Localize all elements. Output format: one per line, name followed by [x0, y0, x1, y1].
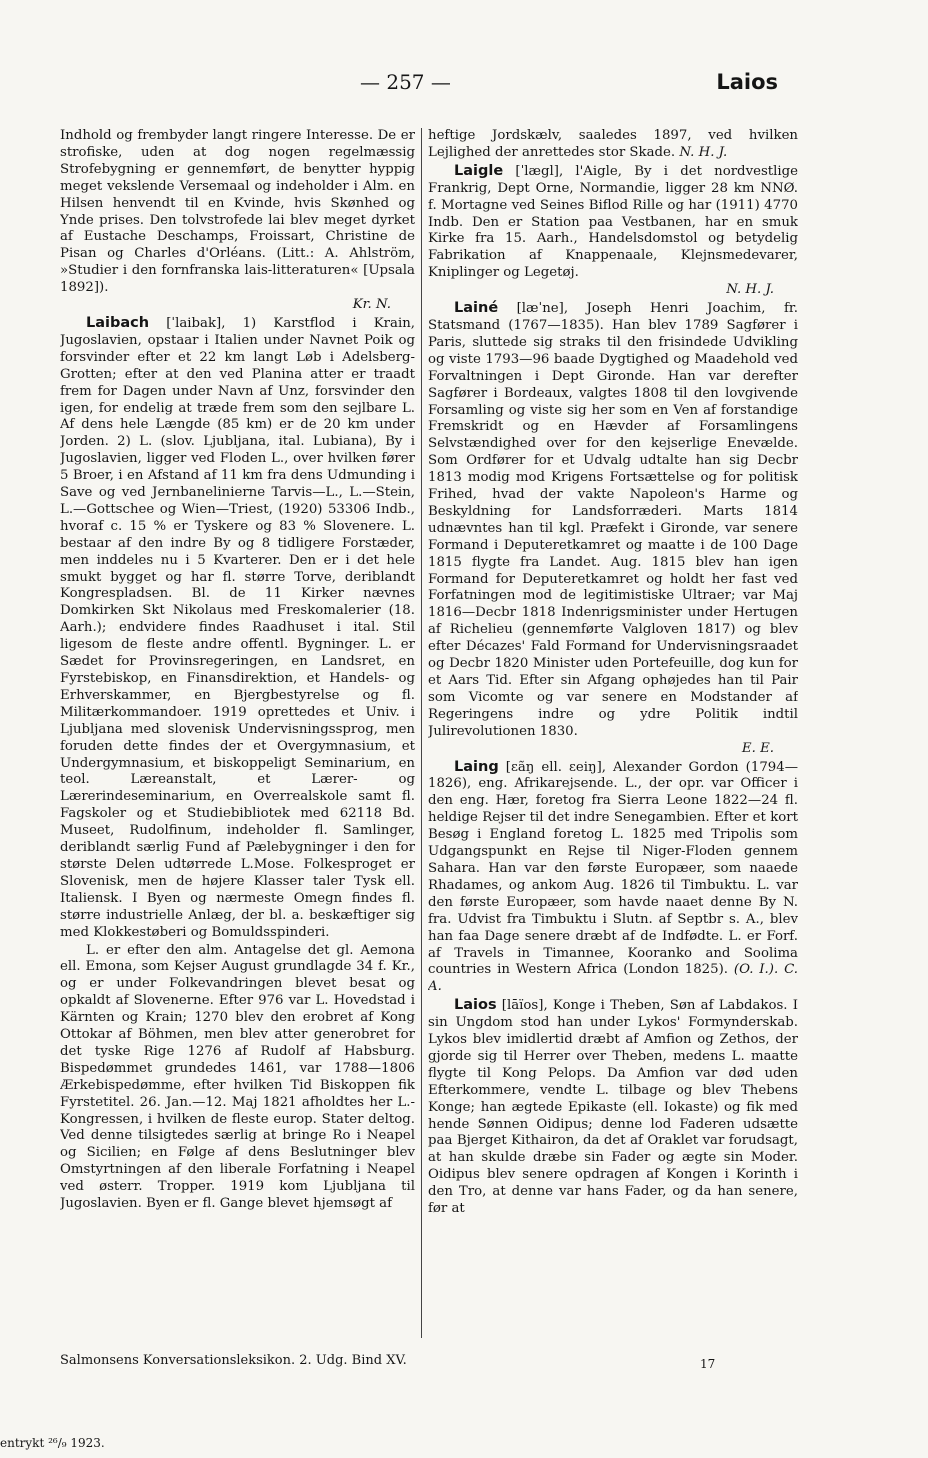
entry-text: [læˈne], Joseph Henri Joachim, fr. Statsmand (1767—1835). Han blev 1789 Sagfører i Paris, sluttede sig straks til den frisindede Udvikling og viste 1793—96 baade Dygtighed og Maadehold ved Forvaltningen i Dept Gironde. Han var derefter Sagfører i Bordeaux, valgtes 1808 til den lovgivende Forsamling og viste sig her som en Ven af forstandige Fremskridt og en Hævder af Forsamlingens Selvstændighed over for den kejserlige Enevælde. Som Ordfører for et Udvalg udtalte han sig Decbr 1813 modig mod Krigens Fortsættelse og for politisk Frihed, hvad der vakte Napoleon's Harme og Beskyldning for Landsforræderi. Marts 1814 udnævntes han til kgl. Præfekt i Gironde, var senere Formand i Deputeretkamret og maatte i de 100 Dage 1815 flygte fra Landet. Aug. 1815 blev han igen Formand for Deputeretkamret og holdt her fast ved Forfatningen mod de legitimistiske Ultraer; var Maj 1816—Decbr 1818 Indenrigsminister under Hertugen af Richelieu (gennemførte Valgloven 1817) og blev efter Décazes' Fald Formand for Undervisningsraadet og Decbr 1820 Minister uden Portefeuille, dog kun for et Aars Tid. Efter sin Afgang ophøjedes han til Pair som Vicomte og var senere en Modstander af Regeringens indre og ydre Politik indtil Julirevolutionen 1830. — [428, 301, 798, 739]
entry-text: [ˈlægl], l'Aigle, By i det nordvestlige Frankrig, Dept Orne, Normandie, ligger 28 km NNØ. f. Mortagne ved Seines Biflod Rille og har (1911) 4770 Indb. Den er Station paa Vestbanen, har en smuk Kirke fra 15. Aarh., Handelsdomstol og betydelig Fabrikation af Knappenaale, Klejnsmedevarer, Kniplinger og Legetøj. — [428, 163, 798, 281]
entry-laibach — [60, 315, 415, 942]
running-head: Laios — [716, 70, 778, 94]
headword: Laigle — [454, 162, 504, 179]
entry-text: Indhold og frembyder langt ringere Interesse. De er strofiske, uden at dog nogen regelmæssig Strofebygning er gennemført, de benytter hyppig meget vekslende Versemaal og indeholder i Alm. en Hilsen henvendt til en Kvinde, hvis Skønhed og Ynde prises. Den tolvstrofede lai blev meget dyrket af Eustache Deschamps, Froissart, Christine de Pisan og Charles d'Orléans. (Litt.: A. Ahlström, »Studier i den fornfranska lais-litteraturen« [Upsala 1892]). — [60, 128, 415, 296]
author-signature: (O. I.). C. A. — [428, 962, 798, 995]
headword: Laing — [454, 758, 499, 775]
author-signature: N. H. J. — [726, 282, 774, 298]
author-signature: E. E. — [741, 740, 774, 756]
entry-text: [lāïos], Konge i Theben, Søn af Labdakos. I sin Ungdom stod han under Lykos' Formynderskab. Lykos blev imidlertid dræbt af Amfion og Zethos, der gjorde sig til Herrer over Theben, medens L. maatte flygte til Kong Pelops. Da Amfion var død uden Efterkommere, vendte L. tilbage og blev Thebens Konge; han ægtede Epikaste (ell. Iokaste) og fik med hende Sønnen Oidipus; denne lod Faderen udsætte paa Bjerget Kithairon, da det af Oraklet var forudsagt, at han skulde dræbe sin Fader og ægte sin Moder. Oidipus blev senere opdragen af Kongen i Korinth i den Tro, at denne var hans Fader, og da han senere, før at — [428, 998, 798, 1217]
author-signature: N. H. J. — [679, 144, 728, 160]
page-header — [0, 70, 928, 100]
entry-text: L. er efter den alm. Antagelse det gl. Aemona ell. Emona, som Kejser August grundlagde 34 f. Kr., og er under Folkevandringen blevet besat og opkaldt af Slovenerne. Efter 976 var L. Hovedstad i Kärnten og Krain; 1270 blev den erobret af Kong Ottokar af Böhmen, men blev atter generobret for det tyske Rige 1276 af Rudolf af Habsburg. Bispedømmet grundedes 1461, var 1788—1806 Ærkebispedømme, efter hvilken Tid Biskoppen fik Fyrstetitel. 26. Jan.—12. Maj 1821 afholdtes her L.-Kongressen, i hvilken de fleste europ. Stater deltog. Ved denne tilsigtedes særlig at bringe Ro i Neapel og Sicilien; en Følge af dens Beslutninger blev Omstyrtningen af den liberale Forfatning i Neapel ved østerr. Tropper. 1919 kom Ljubljana til Jugoslavien. Byen er fl. Gange blevet hjemsøgt af — [60, 942, 415, 1212]
headword: Lainé — [454, 300, 499, 317]
entry-text: [ɛãŋ ell. ɛeiŋ], Alexander Gordon (1794—1826), eng. Afrikarejsende. L., der opr. var Officer i den eng. Hær, foretog fra Sierra Leone 1822—24 fl. heldige Rejser til det indre Senegambien. Efter et kort Besøg i England foretog L. 1825 med Tripolis som Udgangspunkt en Rejse til Niger-Floden gennem Sahara. Han var den første Europæer, som naaede Rhadames, og ankom Aug. 1826 til Timbuktu. L. var den første Europæer, som havde naaet denne By N. fra. Udvist fra Timbuktu i Slutn. af Septbr s. A., blev han faa Dage senere dræbt af de Indfødte. L. er Forf. af Travels in Timannee, Kooranko and Soolima countries in Western Africa (London 1825). — [428, 759, 798, 978]
entry-text: heftige Jordskælv, saaledes 1897, ved hvilken Lejlighed der anrettedes stor Skade. — [428, 128, 798, 160]
sheet-number: 17 — [700, 1357, 716, 1371]
print-date-mark: entrykt ²⁶/₉ 1923. — [0, 1436, 105, 1450]
headword: Laios — [454, 997, 497, 1014]
entry-laibach-continuation — [428, 128, 798, 162]
right-column — [428, 128, 798, 1338]
headword: Laibach — [86, 314, 150, 331]
entry-laing — [428, 759, 798, 997]
page-number: — 257 — — [360, 70, 451, 94]
entry-laine — [428, 300, 798, 757]
entry-laigle — [428, 163, 798, 299]
publication-footer: Salmonsens Konversationsleksikon. 2. Udg. Bind XV. — [60, 1353, 407, 1368]
entry-laibach-history — [60, 943, 415, 1214]
entry-laios — [428, 997, 798, 1218]
left-column — [60, 128, 415, 1338]
entry-text: [ˈlaibak], 1) Karstflod i Krain, Jugoslavien, opstaar i Italien under Navnet Poik og forsvinder efter et 22 km langt Løb i Adelsberg-Grotten; efter at den ved Planina atter er traadt frem for Dagen under Navn af Unz, forsvinder den igen, for endelig at træde frem som den sejlbare L. Af dens hele Længde (85 km) er de 20 km under Jorden. 2) L. (slov. Ljubljana, ital. Lubiana), By i Jugoslavien, ligger ved Floden L., over hvilken fører 5 Broer, i en Afstand af 11 km fra dens Udmunding i Save og ved Jernbanelinierne Tarvis—L., L.—Stein, L.—Gottschee og Wien—Triest, (1920) 53306 Indb., hvoraf c. 15 % er Tyskere og 83 % Slovenere. L. bestaar af den indre By og 8 tidligere Forstæder, men inddeles nu i 5 Kvarterer. Den er i det hele smukt bygget og har fl. større Torve, deriblandt Kongrespladsen. Bl. de 11 Kirker nævnes Domkirken Skt Nikolaus med Freskomalerier (18. Aarh.); endvidere findes Raadhuset i ital. Stil ligesom de fleste andre offentl. Bygninger. L. er Sædet for Provinsregeringen, en Landsret, en Fyrstebiskop, en Finansdirektion, et Handels- og Erhverskammer, en Bjergbestyrelse og fl. Militærkommandoer. 1919 oprettedes et Univ. i Ljubljana med slovenisk Undervisningssprog, men foruden dette findes der et Overgymnasium, et Undergymnasium, et biskoppeligt Seminarium, en teol. Læreanstalt, et Lærer- og Lærerindeseminarium, en Overrealskole samt fl. Fagskoler og et Studiebibliotek med 62118 Bd. Museet, Rudolfinum, indeholder fl. Samlinger, deriblandt særlig Fund af Pælebygninger i den for største Delen udtørrede L.Mose. Folkesproget er Slovenisk, men de højere Klasser taler Tysk ell. Italiensk. I Byen og nærmeste Omegn findes fl. større industrielle Anlæg, der bl. a. beskæftiger sig med Klokkestøberi og Bomuldsspinderi. — [60, 315, 415, 940]
entry-lai-continuation — [60, 128, 415, 314]
column-divider — [421, 128, 422, 1338]
author-signature: Kr. N. — [352, 297, 391, 313]
